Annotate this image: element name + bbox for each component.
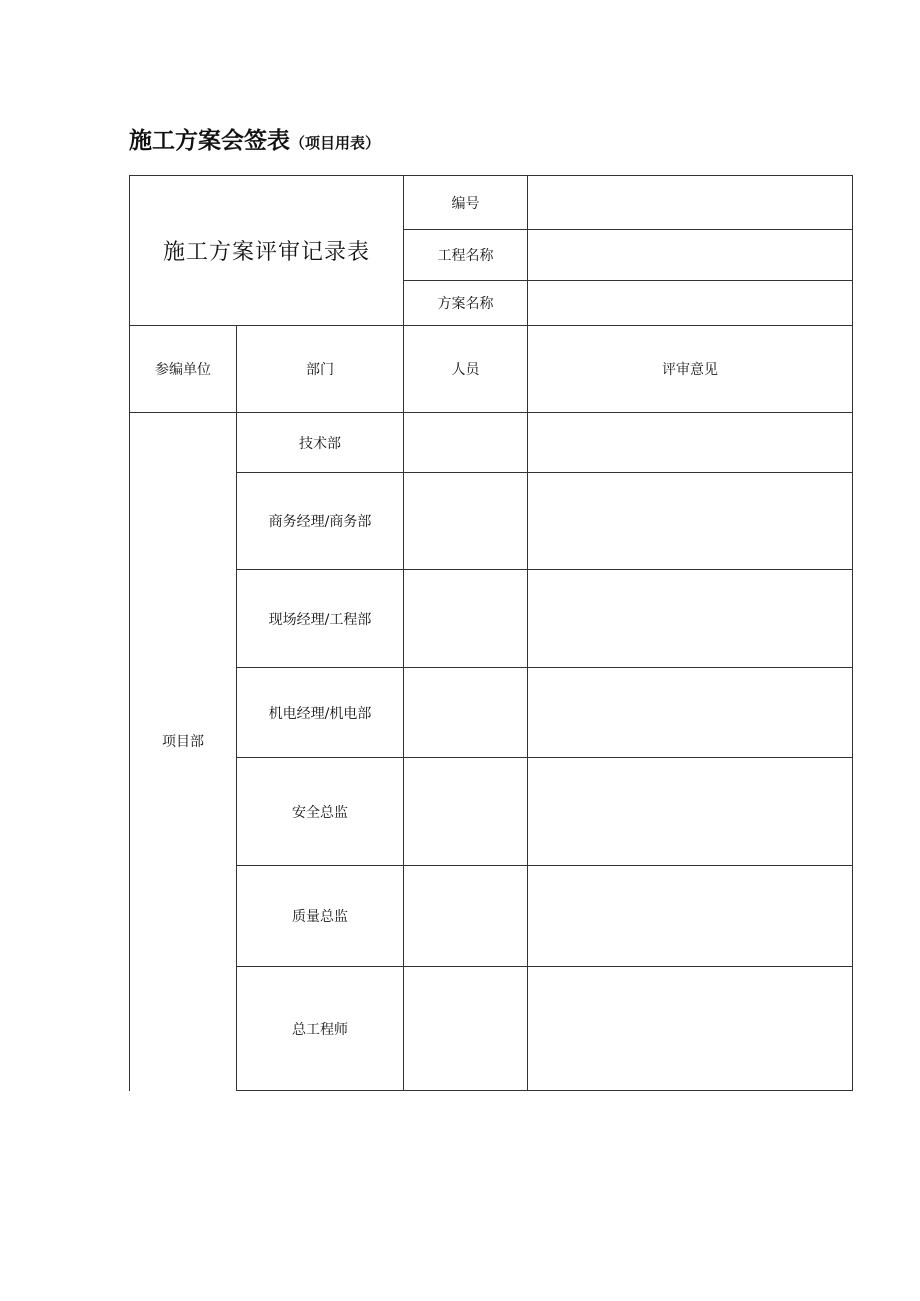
person-cell[interactable] [404,758,528,866]
department-cell: 安全总监 [237,758,404,866]
table-row [130,758,853,866]
department-cell: 机电经理/机电部 [237,668,404,758]
person-cell[interactable] [404,413,528,473]
field-label-project-name: 工程名称 [404,230,528,281]
opinion-cell[interactable] [528,967,853,1091]
opinion-cell[interactable] [528,866,853,967]
opinion-cell[interactable] [528,473,853,570]
field-label-plan-name: 方案名称 [404,281,528,326]
table-row [130,570,853,668]
department-cell: 现场经理/工程部 [237,570,404,668]
opinion-cell[interactable] [528,413,853,473]
page-title-sub: （项目用表） [290,134,381,152]
unit-cell [130,413,237,1091]
form-name: 施工方案评审记录表 [130,176,404,326]
opinion-cell[interactable] [528,570,853,668]
table-row [130,668,853,758]
column-header-opinion: 评审意见 [528,326,853,413]
table-row [130,866,853,967]
field-value-number[interactable] [528,176,853,230]
table-row [130,967,853,1091]
table-row [130,413,853,473]
column-header-unit: 参编单位 [130,326,237,413]
person-cell[interactable] [404,866,528,967]
person-cell[interactable] [404,473,528,570]
page-title-main: 施工方案会签表 [129,128,290,154]
field-label-number: 编号 [404,176,528,230]
person-cell[interactable] [404,570,528,668]
field-value-plan-name[interactable] [528,281,853,326]
review-form-table [129,175,853,1091]
opinion-cell[interactable] [528,668,853,758]
department-cell: 技术部 [237,413,404,473]
department-cell: 总工程师 [237,967,404,1091]
unit-name: 项目部 [162,733,204,750]
table-row [130,473,853,570]
column-header-person: 人员 [404,326,528,413]
person-cell[interactable] [404,668,528,758]
person-cell[interactable] [404,967,528,1091]
opinion-cell[interactable] [528,758,853,866]
page-title [129,122,380,155]
column-header-department: 部门 [237,326,404,413]
department-cell: 商务经理/商务部 [237,473,404,570]
department-cell: 质量总监 [237,866,404,967]
header-row-number [130,176,853,230]
field-value-project-name[interactable] [528,230,853,281]
column-header-row [130,326,853,413]
